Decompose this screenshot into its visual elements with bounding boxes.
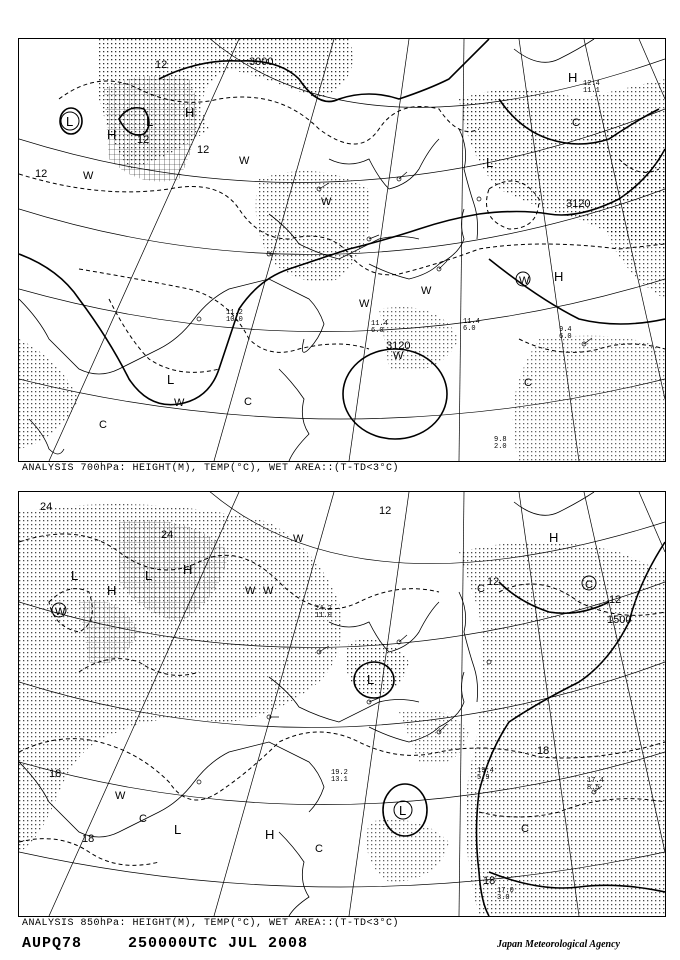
wet-area-shading: [19, 504, 665, 916]
cold-mark: C: [99, 419, 107, 431]
svg-text:12.411.1: 12.4 11.1: [583, 80, 600, 95]
cold-mark: C: [315, 843, 323, 855]
svg-text:11.46.0: 11.4 6.0: [371, 320, 388, 335]
high-center: H: [568, 70, 578, 85]
cold-mark: C: [585, 579, 593, 591]
warm-mark: W: [393, 350, 404, 362]
chart-700hpa: [18, 38, 666, 462]
low-center: L: [146, 114, 154, 129]
warm-mark: W: [245, 585, 256, 597]
map-700hpa: [19, 39, 665, 461]
warm-mark: W: [421, 285, 432, 297]
isotherm-label: 18: [537, 745, 550, 757]
isotherm-label: 24: [40, 501, 53, 513]
svg-text:11.210.0: 11.2 10.0: [226, 309, 243, 324]
warm-mark: W: [83, 170, 94, 182]
low-center: L: [167, 372, 175, 387]
cold-mark: C: [524, 377, 532, 389]
agency-name: Japan Meteorological Agency: [497, 939, 620, 950]
svg-text:9.82.0: 9.8 2.0: [494, 436, 507, 451]
warm-mark: W: [519, 275, 530, 287]
bulletin-code: AUPQ78: [22, 935, 83, 952]
isotherm-label: 18: [82, 833, 95, 845]
warm-mark: W: [55, 606, 66, 618]
isotherm-label: 12: [35, 168, 48, 180]
cold-mark: C: [139, 813, 147, 825]
svg-text:11.46.0: 11.4 6.0: [463, 318, 480, 333]
high-center: H: [549, 530, 559, 545]
cold-mark: C: [521, 823, 529, 835]
warm-mark: W: [293, 533, 304, 545]
high-center: H: [554, 269, 564, 284]
warm-mark: W: [321, 196, 332, 208]
caption-850hpa: ANALYSIS 850hPa: HEIGHT(M), TEMP(°C), WET AREA::(T-TD<3°C): [22, 918, 400, 929]
low-center: L: [486, 155, 494, 170]
svg-text:9.46.0: 9.4 6.0: [559, 326, 572, 341]
high-center: H: [183, 562, 193, 577]
isotherm-label: 12: [197, 144, 210, 156]
warm-mark: W: [115, 790, 126, 802]
svg-text:17.03.0: 17.0 3.0: [497, 887, 514, 902]
low-center: L: [399, 803, 407, 818]
cold-mark: C: [477, 583, 485, 595]
cold-mark: C: [572, 117, 580, 129]
low-center: L: [145, 568, 153, 583]
low-center: L: [174, 822, 182, 837]
svg-text:17.48.5: 17.4 8.5: [587, 777, 604, 792]
caption-700hpa: ANALYSIS 700hPa: HEIGHT(M), TEMP(°C), WET AREA::(T-TD<3°C): [22, 463, 400, 474]
low-center: L: [71, 568, 79, 583]
isotherm-label: 18: [483, 875, 496, 887]
height-label: 3120: [566, 198, 591, 210]
isotherm-label: 18: [49, 768, 62, 780]
high-center: H: [107, 583, 117, 598]
height-label: 3120: [386, 340, 411, 352]
warm-mark: W: [359, 298, 370, 310]
high-center: H: [265, 827, 275, 842]
map-850hpa: [19, 492, 665, 916]
isotherm-label: 12: [487, 576, 500, 588]
svg-text:19.45.9: 19.4 5.9: [477, 767, 494, 782]
svg-text:19.213.1: 19.2 13.1: [331, 769, 348, 784]
warm-mark: W: [263, 585, 274, 597]
isotherm-label: 12: [155, 59, 168, 71]
isotherm-label: 12: [137, 134, 150, 146]
isotherm-label: 12: [379, 505, 392, 517]
isotherm-label: 12: [609, 594, 622, 606]
high-center: H: [107, 127, 117, 142]
chart-850hpa: [18, 491, 666, 917]
bulletin-time: 250000UTC JUL 2008: [128, 935, 309, 952]
warm-mark: W: [239, 155, 250, 167]
height-label: 1500: [607, 614, 632, 626]
low-center: L: [66, 114, 74, 129]
high-center: H: [185, 105, 195, 120]
svg-text:24.211.0: 24.2 11.0: [315, 605, 332, 620]
warm-mark: W: [174, 397, 185, 409]
height-label: 3000: [249, 56, 274, 68]
low-center: L: [367, 672, 375, 687]
isotherm-label: 24: [161, 529, 174, 541]
cold-mark: C: [244, 396, 252, 408]
wet-area-shading: [19, 39, 665, 461]
